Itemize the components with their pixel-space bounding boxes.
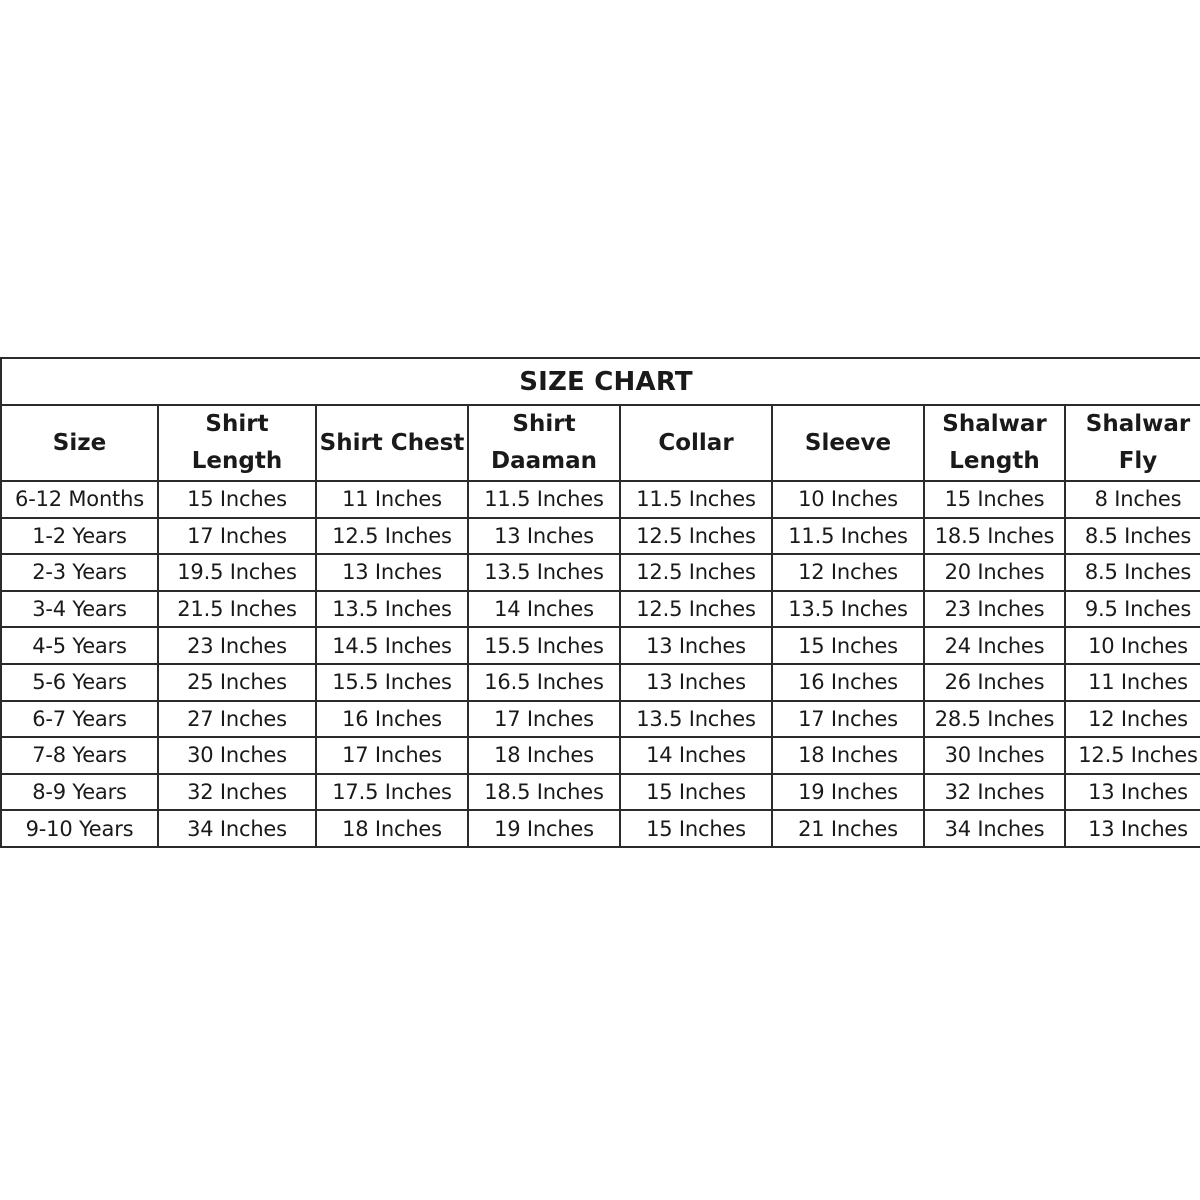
cell-shalwar-length: 18.5 Inches [924, 518, 1065, 555]
cell-shalwar-length: 28.5 Inches [924, 701, 1065, 738]
cell-shirt-length: 30 Inches [158, 737, 316, 774]
cell-shalwar-length: 23 Inches [924, 591, 1065, 628]
cell-collar: 13.5 Inches [620, 701, 772, 738]
cell-shirt-daaman: 19 Inches [468, 810, 620, 847]
cell-shirt-chest: 17.5 Inches [316, 774, 468, 811]
table-row [1, 591, 1200, 628]
cell-shirt-length: 15 Inches [158, 481, 316, 518]
cell-shalwar-fly: 11 Inches [1065, 664, 1200, 701]
table-row [1, 810, 1200, 847]
header-row [1, 405, 1200, 481]
cell-shalwar-fly: 8 Inches [1065, 481, 1200, 518]
cell-shirt-chest: 13 Inches [316, 554, 468, 591]
cell-size: 6-7 Years [1, 701, 158, 738]
cell-size: 6-12 Months [1, 481, 158, 518]
cell-collar: 15 Inches [620, 774, 772, 811]
cell-shirt-daaman: 18 Inches [468, 737, 620, 774]
table-row [1, 737, 1200, 774]
cell-shalwar-length: 30 Inches [924, 737, 1065, 774]
cell-size: 2-3 Years [1, 554, 158, 591]
cell-shirt-length: 19.5 Inches [158, 554, 316, 591]
table-row [1, 664, 1200, 701]
cell-size: 7-8 Years [1, 737, 158, 774]
cell-shalwar-length: 26 Inches [924, 664, 1065, 701]
cell-shirt-daaman: 17 Inches [468, 701, 620, 738]
cell-size: 4-5 Years [1, 627, 158, 664]
cell-shirt-chest: 16 Inches [316, 701, 468, 738]
cell-shalwar-fly: 13 Inches [1065, 810, 1200, 847]
cell-collar: 12.5 Inches [620, 518, 772, 555]
header-shirt-daaman: Shirt Daaman [468, 405, 620, 481]
cell-sleeve: 17 Inches [772, 701, 924, 738]
cell-sleeve: 21 Inches [772, 810, 924, 847]
size-chart-table [0, 357, 1200, 848]
cell-shirt-length: 17 Inches [158, 518, 316, 555]
cell-size: 8-9 Years [1, 774, 158, 811]
cell-shirt-daaman: 16.5 Inches [468, 664, 620, 701]
cell-shalwar-fly: 12 Inches [1065, 701, 1200, 738]
cell-collar: 11.5 Inches [620, 481, 772, 518]
cell-size: 1-2 Years [1, 518, 158, 555]
cell-shirt-chest: 11 Inches [316, 481, 468, 518]
cell-shirt-daaman: 13 Inches [468, 518, 620, 555]
cell-shirt-chest: 14.5 Inches [316, 627, 468, 664]
cell-shalwar-fly: 12.5 Inches [1065, 737, 1200, 774]
cell-shalwar-fly: 13 Inches [1065, 774, 1200, 811]
cell-shirt-length: 25 Inches [158, 664, 316, 701]
table-row [1, 554, 1200, 591]
cell-sleeve: 16 Inches [772, 664, 924, 701]
header-sleeve: Sleeve [772, 405, 924, 481]
cell-shirt-daaman: 15.5 Inches [468, 627, 620, 664]
cell-sleeve: 18 Inches [772, 737, 924, 774]
cell-shalwar-fly: 9.5 Inches [1065, 591, 1200, 628]
cell-shirt-chest: 18 Inches [316, 810, 468, 847]
cell-collar: 12.5 Inches [620, 554, 772, 591]
cell-shalwar-length: 20 Inches [924, 554, 1065, 591]
cell-shirt-length: 21.5 Inches [158, 591, 316, 628]
cell-collar: 15 Inches [620, 810, 772, 847]
table-row [1, 701, 1200, 738]
cell-shalwar-length: 32 Inches [924, 774, 1065, 811]
table-row [1, 774, 1200, 811]
cell-collar: 14 Inches [620, 737, 772, 774]
cell-collar: 12.5 Inches [620, 591, 772, 628]
cell-shalwar-fly: 10 Inches [1065, 627, 1200, 664]
header-size: Size [1, 405, 158, 481]
table-body [1, 481, 1200, 847]
cell-shirt-daaman: 18.5 Inches [468, 774, 620, 811]
cell-shirt-daaman: 14 Inches [468, 591, 620, 628]
cell-sleeve: 19 Inches [772, 774, 924, 811]
cell-size: 3-4 Years [1, 591, 158, 628]
table-row [1, 518, 1200, 555]
cell-shirt-chest: 15.5 Inches [316, 664, 468, 701]
cell-shirt-chest: 12.5 Inches [316, 518, 468, 555]
cell-sleeve: 11.5 Inches [772, 518, 924, 555]
cell-shirt-chest: 17 Inches [316, 737, 468, 774]
cell-sleeve: 10 Inches [772, 481, 924, 518]
cell-shalwar-fly: 8.5 Inches [1065, 554, 1200, 591]
header-collar: Collar [620, 405, 772, 481]
header-shalwar-fly: Shalwar Fly [1065, 405, 1200, 481]
title-row [1, 358, 1200, 405]
chart-title: SIZE CHART [1, 358, 1200, 405]
cell-size: 9-10 Years [1, 810, 158, 847]
table-row [1, 627, 1200, 664]
cell-collar: 13 Inches [620, 664, 772, 701]
cell-size: 5-6 Years [1, 664, 158, 701]
cell-shalwar-length: 24 Inches [924, 627, 1065, 664]
header-shirt-length: Shirt Length [158, 405, 316, 481]
cell-sleeve: 13.5 Inches [772, 591, 924, 628]
table-row [1, 481, 1200, 518]
cell-shirt-length: 23 Inches [158, 627, 316, 664]
header-shirt-chest: Shirt Chest [316, 405, 468, 481]
cell-shirt-daaman: 11.5 Inches [468, 481, 620, 518]
cell-shirt-length: 34 Inches [158, 810, 316, 847]
cell-shalwar-length: 34 Inches [924, 810, 1065, 847]
cell-collar: 13 Inches [620, 627, 772, 664]
header-shalwar-length: Shalwar Length [924, 405, 1065, 481]
cell-shirt-length: 32 Inches [158, 774, 316, 811]
cell-sleeve: 12 Inches [772, 554, 924, 591]
cell-shirt-chest: 13.5 Inches [316, 591, 468, 628]
cell-sleeve: 15 Inches [772, 627, 924, 664]
cell-shirt-daaman: 13.5 Inches [468, 554, 620, 591]
cell-shalwar-length: 15 Inches [924, 481, 1065, 518]
cell-shirt-length: 27 Inches [158, 701, 316, 738]
cell-shalwar-fly: 8.5 Inches [1065, 518, 1200, 555]
